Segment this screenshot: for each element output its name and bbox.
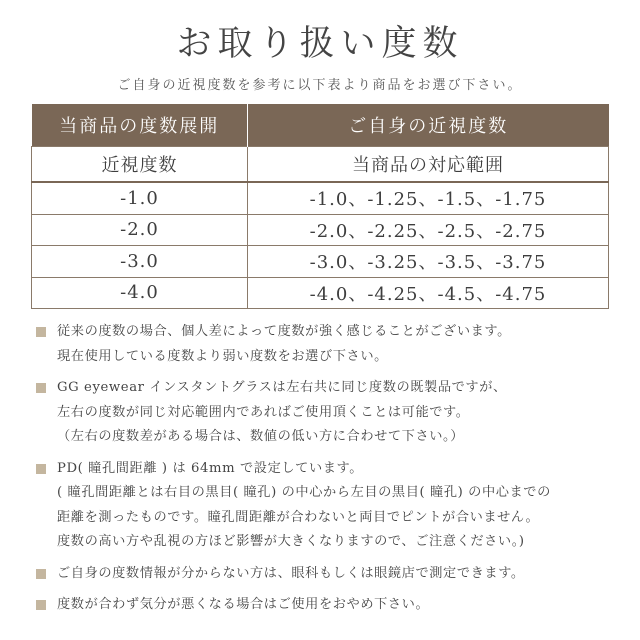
note-item [34, 320, 614, 369]
row-power: -1.0 [32, 182, 248, 214]
note-line: ( 瞳孔間距離とは右目の黒目( 瞳孔) の中心から左目の黒目( 瞳孔) の中心までの [57, 485, 551, 500]
square-bullet-icon [36, 327, 46, 337]
note-line: 度数の高い方や乱視の方ほど影響が大きくなりますので、ご注意ください。) [57, 534, 525, 549]
table-subheader-row [32, 147, 609, 183]
page-subtitle: ご自身の近視度数を参考に以下表より商品をお選び下さい。 [117, 78, 523, 93]
note-item [34, 562, 614, 587]
notes-list [34, 320, 614, 625]
note-line: （左右の度数差がある場合は、数値の低い方に合わせて下さい。） [57, 429, 465, 444]
row-range: -4.0、-4.25、-4.5、-4.75 [248, 277, 609, 309]
row-power: -4.0 [32, 277, 248, 309]
square-bullet-icon [36, 383, 46, 393]
square-bullet-icon [36, 464, 46, 474]
note-line: 左右の度数が同じ対応範囲内であればご使用頂くことは可能です。 [57, 404, 470, 420]
table-header-row [32, 104, 609, 147]
row-range: -3.0、-3.25、-3.5、-3.75 [248, 246, 609, 278]
note-item [34, 593, 614, 618]
header-your-power: ご自身の近視度数 [248, 104, 609, 147]
note-item [34, 376, 614, 450]
subheader-myopia-power: 近視度数 [32, 147, 248, 183]
table-row [32, 214, 609, 246]
note-line: ご自身の度数情報が分からない方は、眼科もしくは眼鏡店で測定できます。 [57, 565, 525, 581]
note-line: GG eyewear インスタントグラスは左右共に同じ度数の既製品ですが、 [57, 380, 507, 395]
row-power: -3.0 [32, 246, 248, 278]
page-title: お取り扱い度数 [176, 24, 464, 64]
row-power: -2.0 [32, 214, 248, 246]
header-product-power: 当商品の度数展開 [32, 104, 248, 147]
note-item [34, 457, 614, 555]
note-line: 現在使用している度数より弱い度数をお選び下さい。 [57, 348, 388, 364]
note-line: 距離を測ったものです。瞳孔間距離が合わないと両目でピントが合いません。 [57, 509, 540, 525]
row-range: -2.0、-2.25、-2.5、-2.75 [248, 214, 609, 246]
square-bullet-icon [36, 569, 46, 579]
note-line: 度数が合わず気分が悪くなる場合はご使用をおやめ下さい。 [57, 597, 430, 612]
note-line: PD( 瞳孔間距離 ) は 64mm で設定しています。 [57, 460, 364, 476]
table-row [32, 182, 609, 214]
power-range-table [31, 104, 609, 309]
table-row [32, 277, 609, 309]
subheader-supported-range: 当商品の対応範囲 [248, 147, 609, 183]
square-bullet-icon [36, 600, 46, 610]
row-range: -1.0、-1.25、-1.5、-1.75 [248, 182, 609, 214]
note-line: 従来の度数の場合、個人差によって度数が強く感じることがございます。 [57, 324, 511, 339]
table-row [32, 246, 609, 278]
